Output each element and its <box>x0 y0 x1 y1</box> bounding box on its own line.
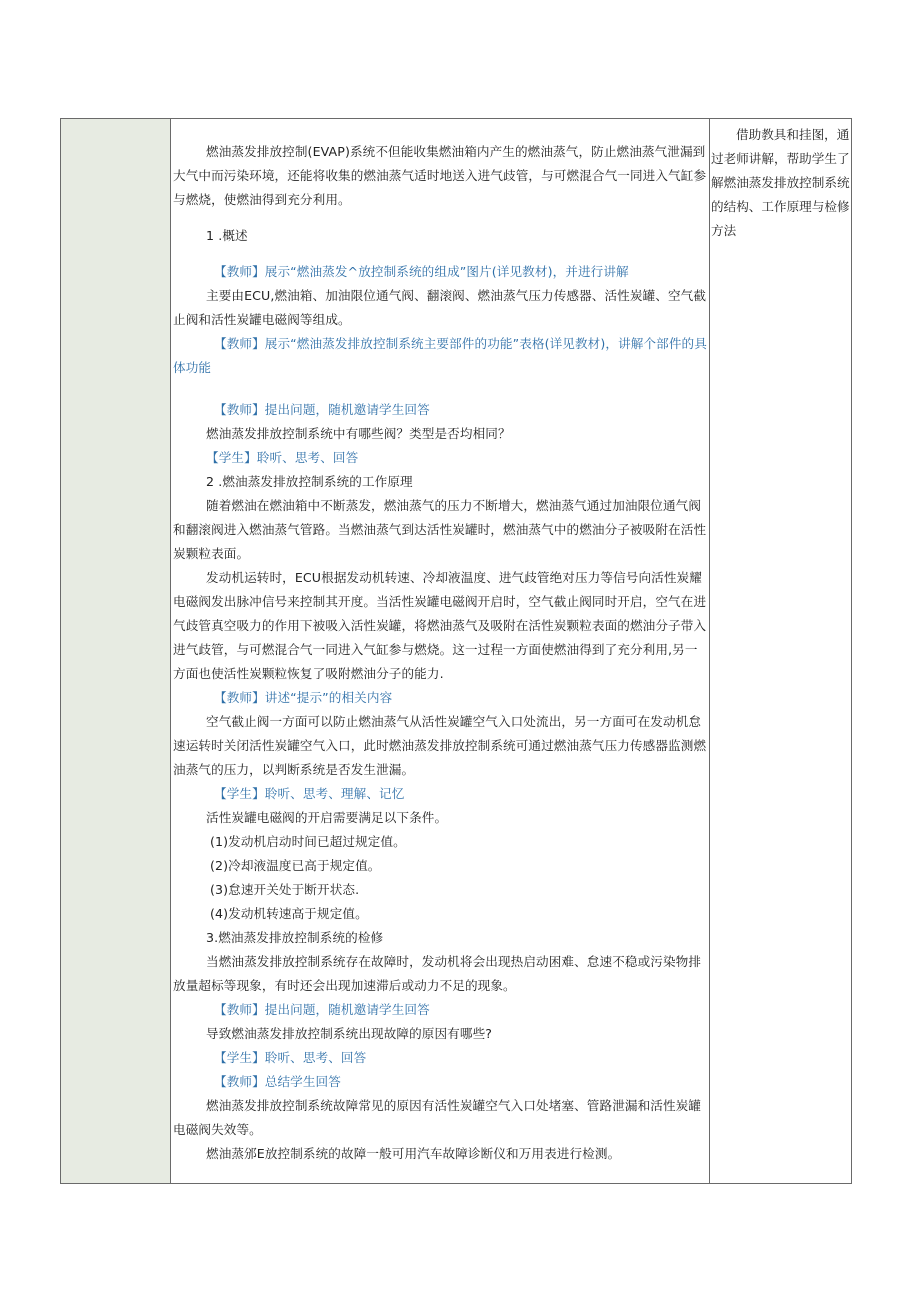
conditions-paragraph: 活性炭罐电磁阀的开启需要满足以下条件。 <box>206 810 448 825</box>
teacher-note: 【教师】总结学生回答 <box>214 1074 341 1089</box>
left-column <box>61 119 171 1183</box>
principle-paragraph: 随着燃油在燃油箱中不断蒸发，燃油蒸气的压力不断增大，燃油蒸气通过加油限位通气阀和翻滚阀进入燃油蒸气管路。当燃油蒸气到达活性炭罐时，燃油蒸气中的燃油分子被吸附在活性炭颗粒表面。 <box>173 498 707 561</box>
principle-paragraph: 发动机运转时，ECU根据发动机转速、冷却液温度、进气歧管绝对压力等信号向活性炭耀电磁阀发出脉冲信号来控制其开度。当活性炭罐电磁阀开启时，空气截止阀同时开启，空气在进气歧管真空吸力的作用下被吸入活性炭罐，将燃油蒸气及吸附在活性炭颗粒表面的燃油分子带入进气歧管，与可燃混合气一同进入气缸参与燃烧。这一过程一方面使燃油得到了充分利用,另一方面也使活性炭颗粒恢复了吸附燃油分子的能力. <box>173 570 707 681</box>
student-note: 【学生】聆听、思考、理解、记忆 <box>214 786 405 801</box>
cause-paragraph: 燃油蒸发排放控制系统故障常见的原因有活性炭罐空气入口处堵塞、管路泄漏和活性炭罐电磁阀失效等。 <box>173 1098 702 1137</box>
section-heading-principle: 2 .燃油蒸发排放控制系统的工作原理 <box>206 474 413 489</box>
question-paragraph: 燃油蒸发排放控制系统中有哪些阀？类型是否均相同？ <box>206 426 511 441</box>
detection-paragraph: 燃油蒸邠E放控制系统的故障一般可用汽车故障诊断仪和万用表进行检测。 <box>206 1146 621 1161</box>
teacher-note: 【教师】展示“燃油蒸发^放控制系统的组成”图片(详见教材)，并进行讲解 <box>214 264 629 279</box>
teaching-aids-text: 借助教具和挂图，通过老师讲解，帮助学生了解燃油蒸发排放控制系统的结构、工作原理与检修方法 <box>711 127 850 238</box>
valve-paragraph: 空气截止阀一方面可以防止燃油蒸气从活性炭罐空气入口处流出，另一方面可在发动机怠速运转时关闭活性炭罐空气入口，此时燃油蒸发排放控制系统可通过燃油蒸气压力传感器监测燃油蒸气的压力，以判断系统是否发生泄漏。 <box>173 714 707 777</box>
content-column <box>171 119 710 1183</box>
condition-item: (2)冷却液温度已高于规定值。 <box>210 858 381 873</box>
lesson-table <box>60 118 852 1184</box>
fault-paragraph: 当燃油蒸发排放控制系统存在故障时，发动机将会出现热启动困难、怠速不稳或污染物排放量超标等现象，有时还会出现加速滞后或动力不足的现象。 <box>173 954 702 993</box>
teacher-note: 【教师】提出问题，随机邀请学生回答 <box>214 402 430 417</box>
question-paragraph: 导致燃油蒸发排放控制系统出现故障的原因有哪些? <box>206 1026 493 1041</box>
condition-item: (3)怠速开关处于断开状态. <box>210 882 360 897</box>
teacher-note: 【教师】提出问题，随机邀请学生回答 <box>214 1002 430 1017</box>
section-heading-overview: 1 .概述 <box>206 228 248 243</box>
student-note: 【学生】聆听、思考、回答 <box>206 450 359 465</box>
composition-paragraph: 主要由ECU,燃油箱、加油限位通气阀、翻滚阀、燃油蒸气压力传感器、活性炭罐、空气截止阀和活性炭罐电磁阀等组成。 <box>173 288 707 327</box>
intro-paragraph: 燃油蒸发排放控制(EVAP)系统不但能收集燃油箱内产生的燃油蒸气，防止燃油蒸气泄漏到大气中而污染环境，还能将收集的燃油蒸气适时地送入进气歧管，与可燃混合气一同进入气缸参与燃烧，使燃油得到充分利用。 <box>173 144 707 207</box>
condition-item: (4)发动机转速高于规定值。 <box>210 906 368 921</box>
section-heading-maintenance: 3.燃油蒸发排放控制系统的检修 <box>206 930 384 945</box>
right-column <box>710 119 851 1183</box>
student-note: 【学生】聆听、思考、回答 <box>214 1050 367 1065</box>
teacher-note: 【教师】讲述“提示”的相关内容 <box>214 690 393 705</box>
condition-item: (1)发动机启动时间已超过规定值。 <box>210 834 406 849</box>
teacher-note: 【教师】展示“燃油蒸发排放控制系统主要部件的功能”表格(详见教材)，讲解个部件的具体功能 <box>173 336 707 375</box>
